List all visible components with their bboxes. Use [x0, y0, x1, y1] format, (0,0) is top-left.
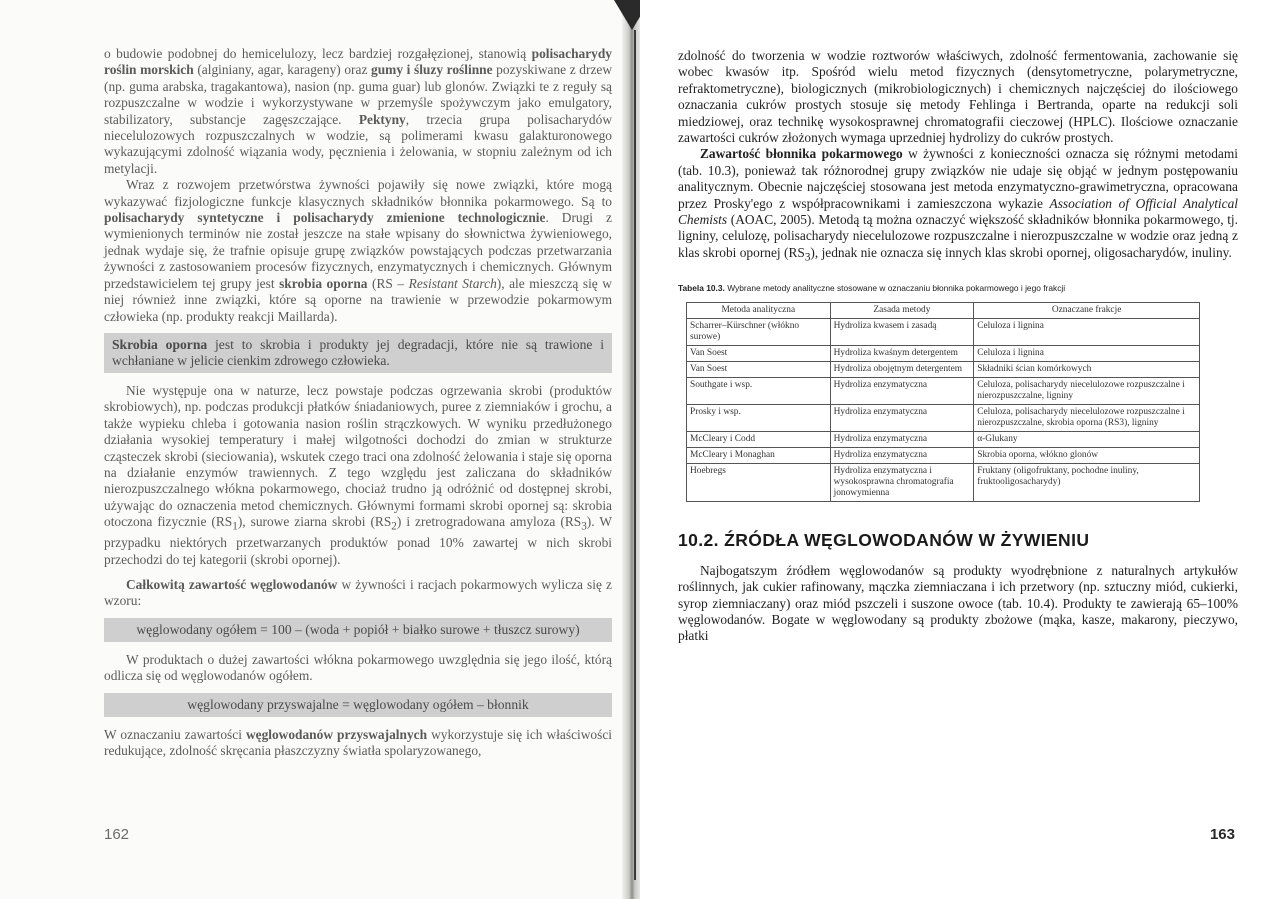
page-number-right: 163 — [1209, 826, 1235, 843]
table-cell: Skrobia oporna, włókno glonów — [974, 448, 1200, 464]
table-caption-text: Wybrane metody analityczne stosowane w oznaczaniu błonnika pokarmowego i jego frakcji — [727, 282, 1066, 293]
paragraph: W produktach o dużej zawartości włókna pokarmowego uwzględnia się jego ilość, którą odlicza się od węglowodanów ogółem. — [104, 651, 612, 684]
section-heading: 10.2. ŹRÓDŁA WĘGLOWODANÓW W ŻYWIENIU — [678, 530, 1090, 551]
paragraph: zdolność do tworzenia w wodzie roztworów właściwych, zdolność fermentowania, zachowanie się wobec kwasów itp. Spośród wielu metod fizycznych (densytometryczne, polarymetryczne, refraktometryczne), biologicznych (mikrobiologicznych) i chemicznych najczęściej do ilościowego oznaczania cukrów prostych stosuje się metody Fehlinga i Bertranda, oparte na redukcji soli miedziowej, oraz technikę wysokosprawnej chromatografii cieczowej (HPLC). Ilościowe oznaczanie zawartości cukrów złożonych wymaga uprzedniej hydrolizy do cukrów prostych. — [678, 48, 1238, 146]
table-row — [687, 346, 1200, 362]
formula-total-carbohydrates: węglowodany ogółem = 100 – (woda + popiół + białko surowe + tłuszcz surowy) — [104, 618, 612, 642]
table-cell: Southgate i wsp. — [687, 378, 831, 405]
table-cell: Celuloza, polisacharydy niecelulozowe rozpuszczalne i nierozpuszczalne, skrobia oporna (RS3), ligniny — [974, 405, 1200, 432]
table-row — [687, 432, 1200, 448]
table-caption-label: Tabela 10.3. — [678, 282, 725, 293]
table-header: Metoda analityczna — [687, 303, 831, 319]
table-cell: Hydroliza enzymatyczna — [830, 378, 974, 405]
table-cell: Hydroliza enzymatyczna — [830, 448, 974, 464]
table-cell: Hydroliza enzymatyczna — [830, 405, 974, 432]
table-cell: McCleary i Codd — [687, 432, 831, 448]
table-cell: Składniki ścian komórkowych — [974, 362, 1200, 378]
left-page — [0, 0, 625, 899]
table-cell: Celuloza, polisacharydy niecelulozowe rozpuszczalne i nierozpuszczalne, ligniny — [974, 378, 1200, 405]
left-page-text — [104, 46, 612, 759]
table-cell: Fruktany (oligofruktany, pochodne inuliny, fruktooligosacharydy) — [974, 464, 1200, 502]
table-cell: Scharrer–Kürschner (włókno surowe) — [687, 319, 831, 346]
spine-line — [634, 30, 636, 880]
right-page — [640, 0, 1263, 899]
table-cell: Hoebregs — [687, 464, 831, 502]
table-header: Zasada metody — [830, 303, 974, 319]
table-cell: Hydroliza kwasem i zasadą — [830, 319, 974, 346]
paragraph: o budowie podobnej do hemicelulozy, lecz bardziej rozgałęzionej, stanowią polisacharydy roślin morskich (alginiany, agar, karageny) oraz gumy i śluzy roślinne pozyskiwane z drzew (np. guma arabska, tragakantowa), nasion (np. guma guar) lub glonów. Związki te z reguły są rozpuszczalne w wodzie i wykorzystywane w przemyśle spożywczym jako emulgatory, stabilizatory, substancje zagęszczające. Pektyny, trzecia grupa polisacharydów niecelulozowych rozpuszczalnych w wodzie, są polimerami kwasu galakturonowego wykazującymi zdolność wiązania wody, pęcznienia i żelowania, w stopniu zależnym od ich metylacji. — [104, 46, 612, 176]
paragraph: W oznaczaniu zawartości węglowodanów przyswajalnych wykorzystuje się ich właściwości redukujące, zdolność skręcania płaszczyzny światła spolaryzowanego, — [104, 726, 612, 759]
paragraph: Zawartość błonnika pokarmowego w żywności z konieczności oznacza się różnymi metodami (tab. 10.3), ponieważ tak różnorodnej grupy związków nie udaje się objąć w jednym postępowaniu analitycznym. Obecnie najczęściej stosowana jest metoda enzymatyczno-grawimetryczna, opracowana przez Prosky'ego z współpracownikami i zamieszczona wykazie Association of Official Analytical Chemists (AOAC, 2005). Metodą tą można oznaczyć większość składników błonnika pokarmowego, tj. ligniny, celulozę, polisacharydy niecelulozowe rozpuszczalne i nierozpuszczalne w wodzie oraz jedną z klas skrobi opornej $(RS_3)$, jednak nie oznacza się innych klas skrobi opornej, oligosacharydów, inuliny. — [678, 146, 1238, 264]
fiber-methods-table — [686, 302, 1200, 502]
table-row — [687, 319, 1200, 346]
paragraph: Wraz z rozwojem przetwórstwa żywności pojawiły się nowe związki, które mogą wykazywać fizjologiczne funkcje klasycznych składników błonnika pokarmowego. Są to polisacharydy syntetyczne i polisacharydy zmienione technologicznie. Drugi z wymienionych terminów nie został jeszcze na stałe wpisany do słownictwa żywieniowego, jednak wydaje się, że trafnie opisuje grupę związków powstających podczas przetwarzania żywności z zastosowaniem procesów fizycznych, enzymatycznych i chemicznych. Głównym przedstawicielem tej grupy jest skrobia oporna (RS – Resistant Starch), ale mieszczą się w niej również inne związki, które są oporne na trawienie w przewodzie pokarmowym człowieka (np. produkty reakcji Maillarda). — [104, 177, 612, 324]
formula-available-carbohydrates: węglowodany przyswajalne = węglowodany ogółem – błonnik — [104, 693, 612, 717]
table-row — [687, 378, 1200, 405]
table-header: Oznaczane frakcje — [974, 303, 1200, 319]
table-cell: Prosky i wsp. — [687, 405, 831, 432]
page-number-left: 162 — [104, 826, 130, 843]
table-row — [687, 448, 1200, 464]
right-page-text — [678, 48, 1238, 645]
table-row — [687, 405, 1200, 432]
table-cell: Hydroliza enzymatyczna — [830, 432, 974, 448]
table-cell: Van Soest — [687, 346, 831, 362]
table-row — [687, 362, 1200, 378]
paragraph: Całkowitą zawartość węglowodanów w żywności i racjach pokarmowych wylicza się z wzoru: — [104, 577, 612, 609]
table-cell: McCleary i Monaghan — [687, 448, 831, 464]
table-caption — [678, 280, 1238, 296]
table-cell: Van Soest — [687, 362, 831, 378]
table-cell: Celuloza i lignina — [974, 319, 1200, 346]
table-cell: α-Glukany — [974, 432, 1200, 448]
table-cell: Celuloza i lignina — [974, 346, 1200, 362]
table-cell: Hydroliza enzymatyczna i wysokosprawna chromatografia jonowymienna — [830, 464, 974, 502]
definition-box: Skrobia oporna jest to skrobia i produkty jej degradacji, które nie są trawione i wchłaniane w jelicie cienkim zdrowego człowieka. — [104, 333, 612, 373]
book-gutter — [622, 0, 642, 899]
paragraph: Nie występuje ona w naturze, lecz powstaje podczas ogrzewania skrobi (produktów skrobiowych), np. podczas produkcji płatków śniadaniowych, puree z ziemniaków i grochu, a także wypieku chleba i gotowania nasion roślin strączkowych. W wyniku przedłużonego działania wysokiej temperatury i małej wilgotności dochodzi do zmian w strukturze cząsteczek skrobi (sieciowania), wskutek czego traci ona zdolność żelowania i staje się oporna na działanie enzymów trawiennych. Z tego względu jest zaliczana do składników nierozpuszczalnego włókna pokarmowego, chociaż trudno ją odróżnić od dostępnej skrobi, używając do oznaczenia metod chemicznych. Głównymi formami skrobi opornej są: skrobia otoczona fizycznie $(RS_1)$, surowe ziarna skrobi $(RS_2)$ i zretrogradowana amyloza $(RS_3)$. W przypadku niektórych przetwarzanych produktów ponad 10% zawartej w nich skrobi przechodzi do tej kategorii (skrobi opornej). — [104, 382, 612, 567]
table-cell: Hydroliza obojętnym detergentem — [830, 362, 974, 378]
table-row — [687, 464, 1200, 502]
table-cell: Hydroliza kwaśnym detergentem — [830, 346, 974, 362]
paragraph: Najbogatszym źródłem węglowodanów są produkty wyodrębnione z naturalnych artykułów roślinnych, jak cukier rafinowany, mączka ziemniaczana i ich przetwory (np. sztuczny miód, cukierki, syrop ziemniaczany) oraz miód pszczeli i suszone owoce (tab. 10.4). Produkty te zawierają 65–100% węglowodanów. Bogate w węglowodany są produkty zbożowe (mąka, kasze, makarony, pieczywo, płatki — [678, 562, 1238, 644]
